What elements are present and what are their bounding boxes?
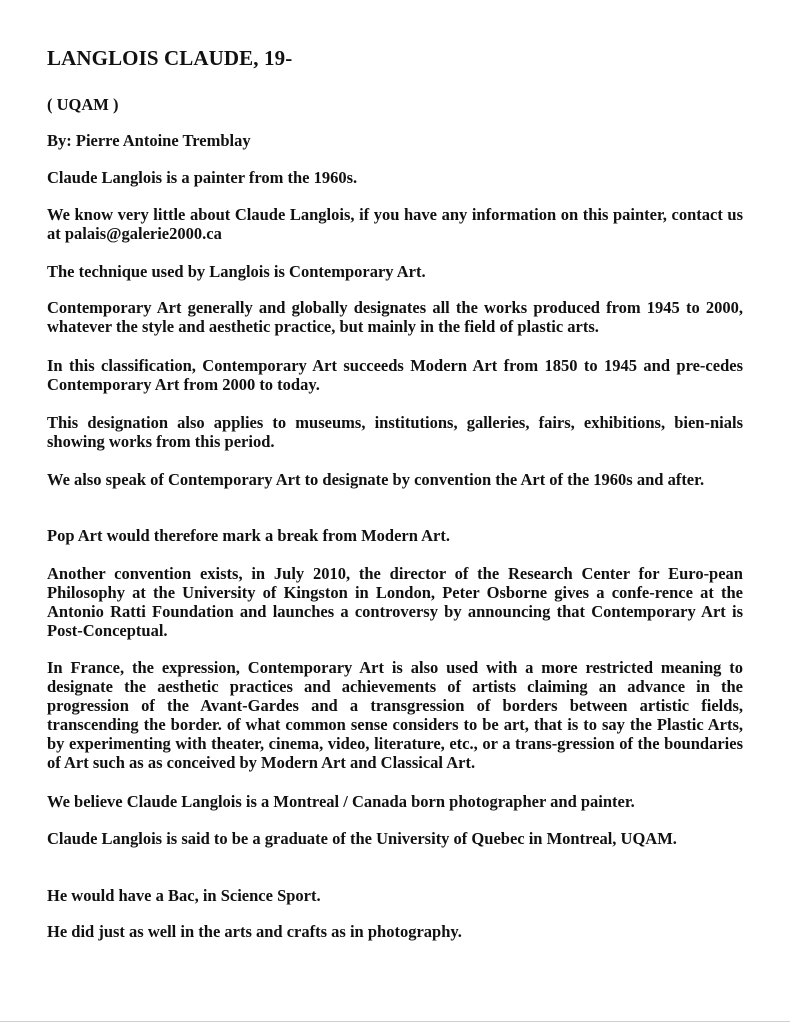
paragraph-6: This designation also applies to museums, institutions, galleries, fairs, exhibitions, bien-nials showing works from this period. — [47, 413, 743, 451]
page-title: LANGLOIS CLAUDE, 19- — [47, 46, 293, 70]
paragraph-2: We know very little about Claude Langlois, if you have any information on this painter, contact us at palais@galerie2000.ca — [47, 205, 743, 243]
paragraph-12: Claude Langlois is said to be a graduate of the University of Quebec in Montreal, UQAM. — [47, 829, 677, 848]
paragraph-4: Contemporary Art generally and globally designates all the works produced from 1945 to 2000, whatever the style and aesthetic practice, but mainly in the field of plastic arts. — [47, 298, 743, 336]
paragraph-10: In France, the expression, Contemporary Art is also used with a more restricted meaning to designate the aesthetic practices and achievements of artists claiming an advance in the progression of the Avant-Gardes and a transgression of borders between artistic fields, transcending the border. of what common sense considers to be art, that is to say the Plastic Arts, by experimenting with theater, cinema, video, literature, etc., or a trans-gression of the boundaries of Art such as as conceived by Modern Art and Classical Art. — [47, 658, 743, 772]
page-edge-divider — [0, 1021, 790, 1022]
paragraph-9: Another convention exists, in July 2010, the director of the Research Center for Euro-pean Philosophy at the University of Kingston in London, Peter Osborne gives a confe-rence at the Antonio Ratti Foundation and launches a controversy by announcing that Contemporary Art is Post-Conceptual. — [47, 564, 743, 640]
paragraph-11: We believe Claude Langlois is a Montreal / Canada born photographer and painter. — [47, 792, 635, 811]
paragraph-13: He would have a Bac, in Science Sport. — [47, 886, 321, 905]
byline: By: Pierre Antoine Tremblay — [47, 131, 251, 150]
paragraph-7: We also speak of Contemporary Art to designate by convention the Art of the 1960s and after. — [47, 470, 705, 489]
institution-label: ( UQAM ) — [47, 95, 119, 114]
paragraph-5: In this classification, Contemporary Art succeeds Modern Art from 1850 to 1945 and pre-cedes Contemporary Art from 2000 to today. — [47, 356, 743, 394]
paragraph-14: He did just as well in the arts and crafts as in photography. — [47, 922, 462, 941]
paragraph-3: The technique used by Langlois is Contemporary Art. — [47, 262, 426, 281]
paragraph-1: Claude Langlois is a painter from the 1960s. — [47, 168, 358, 187]
paragraph-8: Pop Art would therefore mark a break from Modern Art. — [47, 526, 450, 545]
